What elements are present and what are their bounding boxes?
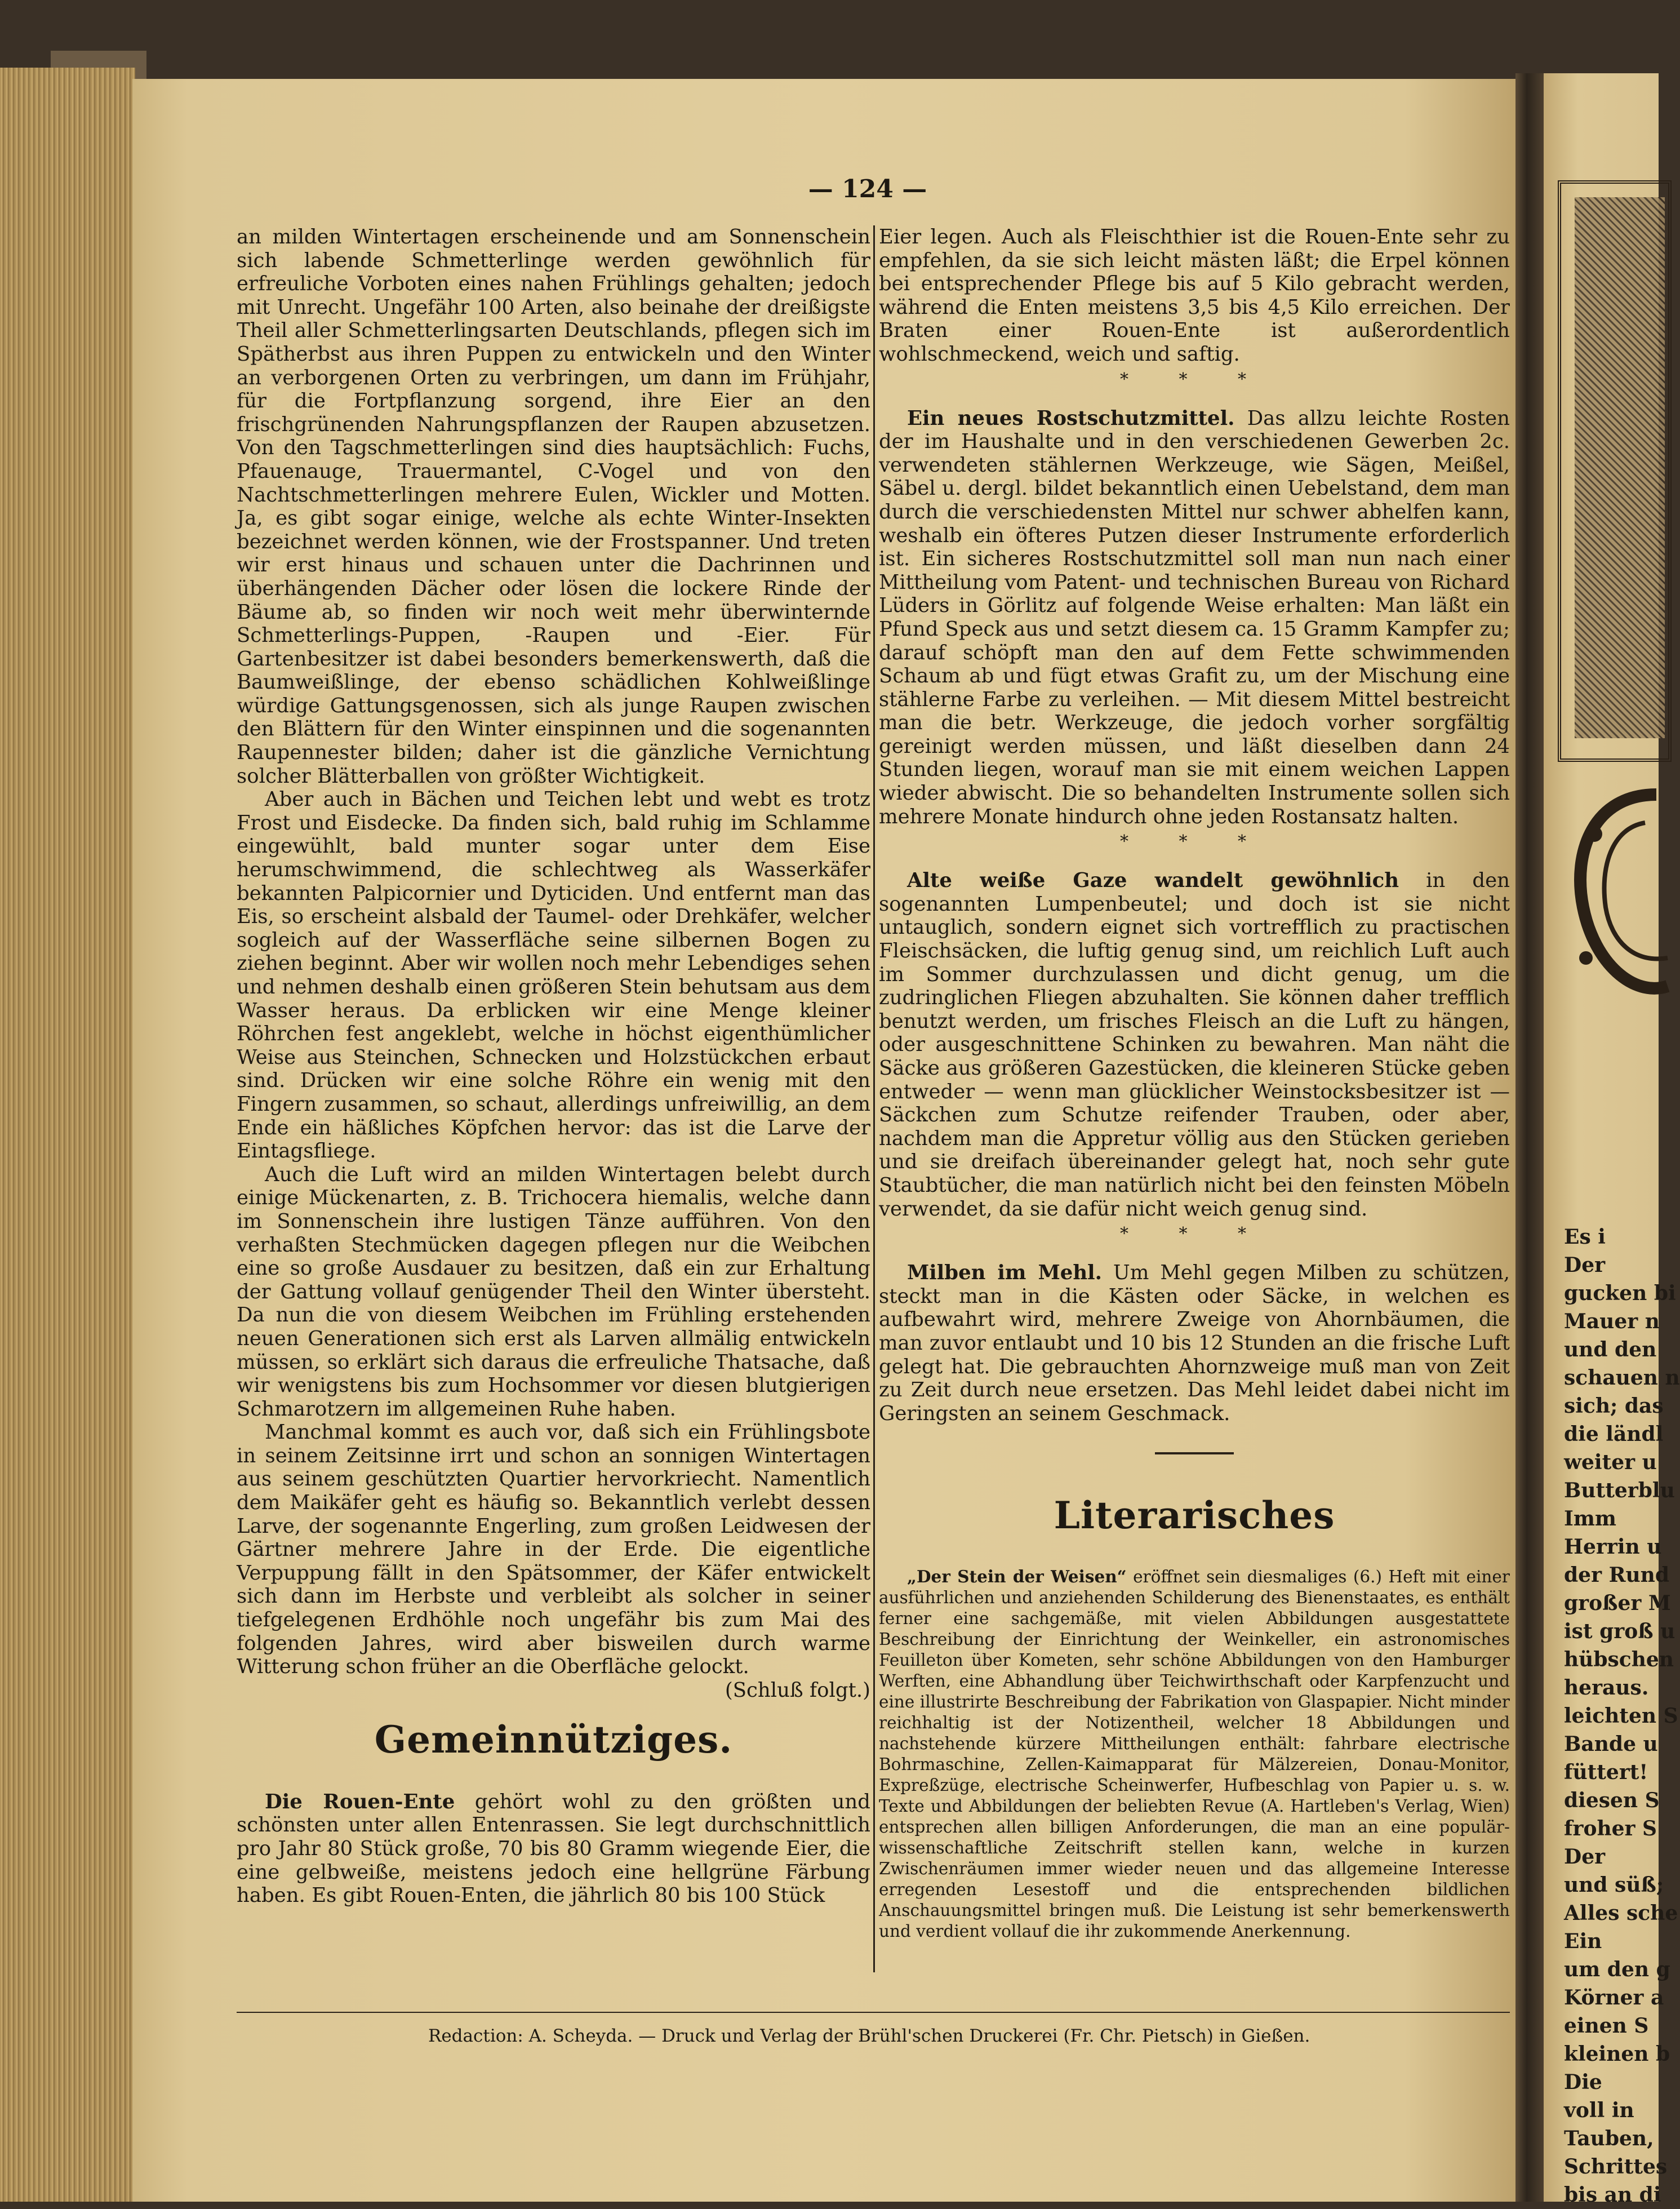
literature-heading: „Der Stein der Weisen“ <box>907 1567 1127 1587</box>
rouen-duck-continuation: Eier legen. Auch als Fleischthier ist die Rouen-Ente sehr zu empfehlen, da sie sich leicht mästen läßt; die Erpel können bei entsprechender Pflege bis auf 5 Kilo gebracht werden, während die Enten meistens 3,5 bis 4,5 Kilo erreichen. Der Braten einer Rouen-Ente ist außerordentlich wohlschmeckend, weich und saftig. <box>879 225 1510 366</box>
literature-paragraph <box>879 1566 1510 1942</box>
page-number: — 124 — <box>808 175 927 203</box>
section-title-gemeinnuetziges: Gemeinnütziges. <box>374 1717 733 1762</box>
gauze-heading: Alte weiße Gaze wandelt gewöhnlich <box>907 869 1399 893</box>
next-page-line: Der <box>1564 1253 1606 1277</box>
next-page-line: Die <box>1564 2070 1602 2094</box>
next-page-line: gucken bi <box>1564 1281 1676 1305</box>
next-page-line: heraus. <box>1564 1676 1649 1700</box>
butterfly-paragraph: an milden Wintertagen erscheinende und am Sonnenschein sich labende Schmetterlinge werden gewöhnlich für erfreuliche Vorboten eines nahen Frühlings gehalten; jedoch mit Unrecht. Ungefähr 100 Arten, also beinahe der dreißigste Theil aller Schmetterlingsarten Deutschlands, pflegen sich im Spätherbst aus ihren Puppen zu entwickeln und den Winter an verborgenen Orten zu verbringen, um dann im Frühjahr, für die Fortpflanzung sorgend, ihre Eier an den frischgrünenden Nahrungspflanzen der Raupen abzusetzen. Von den Tagschmetterlingen sind dies hauptsächlich: Fuchs, Pfauenauge, Trauermantel, C-Vogel und von den Nachtschmetterlingen mehrere Eulen, Wickler und Motten. Ja, es gibt sogar einige, welche als echte Winter-Insekten bezeichnet werden können, wie der Frostspanner. Und treten wir erst hinaus und schauen unter die Dachrinnen und überhängenden Dächer oder lösen die lockere Rinde der Bäume ab, so finden wir noch weit mehr überwinternde Schmetterlings-Puppen, -Raupen und -Eier. Für Gartenbesitzer ist dabei besonders bemerkenswerth, daß die Baumweißlinge, der ebenso schädlichen Kohlweißlinge würdige Gattungsgenossen, sich als junge Raupen zwischen den Blättern für den Winter einspinnen und die sogenannten Raupennester bilden; daher ist die gänzliche Vernichtung solcher Blätterballen von größter Wichtigkeit. <box>237 225 870 788</box>
engraving-illustration <box>1575 197 1665 738</box>
gauze-paragraph <box>879 869 1510 1221</box>
to-be-continued: (Schluß folgt.) <box>725 1678 870 1702</box>
water-insects-paragraph: Aber auch in Bächen und Teichen lebt und webt es trotz Frost und Eisdecke. Da finden sich, bald ruhig im Schlamme eingewühlt, bald munter sogar unter dem Eise herumschwimmend, die schlechtweg als Wasserkäfer bekannten Palpicornier und Dyticiden. Und entfernt man das Eis, so erscheint alsbald der Taumel- oder Drehkäfer, welcher sogleich auf der Wasserfläche seine silbernen Bogen zu ziehen beginnt. Aber wir wollen noch mehr Lebendiges sehen und nehmen deshalb einen größeren Stein behutsam aus dem Wasser heraus. Da erblicken wir eine Menge kleiner Röhrchen fest angeklebt, welche in höchst eigenthümlicher Weise aus Steinchen, Schnecken und Holzstückchen erbaut sind. Drücken wir eine solche Röhre ein wenig mit den Fingern zusammen, so schaut, allerdings unfreiwillig, an dem Ende ein häßliches Köpfchen hervor: das ist die Larve der Eintagsfliege. <box>237 788 870 1163</box>
next-page-line: froher S <box>1564 1817 1657 1840</box>
next-page-text-fragments <box>1564 1223 1680 2209</box>
rust-text: Das allzu leichte Rosten der im Haushalte und in den verschiedenen Gewerben 2c. verwendeten stählernen Werkzeuge, wie Sägen, Meißel, Säbel u. dergl. bildet bekanntlich einen Uebelstand, dem man durch die verschiedensten Mittel nur schwer abhelfen kann, weshalb ein öfteres Putzen dieser Instrumente erforderlich ist. Ein sicheres Rostschutzmittel soll man nun nach einer Mittheilung vom Patent- und technischen Bureau von Richard Lüders in Görlitz auf folgende Weise erhalten: Man läßt ein Pfund Speck aus und setzt diesem ca. 15 Gramm Kampfer zu; darauf schöpft man den auf dem Fette schwimmenden Schaum ab und fügt etwas Grafit zu, um der Mischung eine stählerne Farbe zu verleihen. — Mit diesem Mittel bestreicht man die betr. Werkzeuge, die jedoch vorher sorgfältig gereinigt werden müssen, und läßt dieselben dann 24 Stunden liegen, worauf man sie mit einem weichen Lappen wieder abwischt. Die so behandelten Instrumente sollen sich mehrere Monate hindurch ohne jeden Rostansatz halten. <box>879 406 1510 828</box>
next-page-line: die ländl <box>1564 1422 1664 1446</box>
next-page-line: Herrin u <box>1564 1535 1662 1559</box>
next-page-line: und süß; <box>1564 1873 1664 1897</box>
next-page-line: ist groß u <box>1564 1620 1675 1643</box>
imprint-footer: Redaction: A. Scheyda. — Druck und Verlag der Brühl'schen Druckerei (Fr. Chr. Pietsch) in Gießen. <box>428 2026 1310 2046</box>
footer-rule <box>237 2012 1510 2013</box>
next-page-line: Es i <box>1564 1225 1606 1249</box>
next-page-line: um den g <box>1564 1958 1670 1981</box>
next-page-line: und den <box>1564 1338 1657 1361</box>
next-page-line: der Rund <box>1564 1563 1670 1587</box>
next-page-line: füttert! <box>1564 1760 1648 1784</box>
column-divider <box>873 225 875 1972</box>
next-page-line: bis an di <box>1564 2183 1661 2207</box>
rust-paragraph <box>879 407 1510 829</box>
right-column <box>879 225 1510 1942</box>
rouen-duck-heading: Die Rouen-Ente <box>265 1790 455 1813</box>
rust-heading: Ein neues Rostschutzmittel. <box>907 406 1235 430</box>
left-column <box>237 225 870 1908</box>
next-page-fragment <box>1544 73 1680 2207</box>
next-page-line: schauen n <box>1564 1366 1680 1390</box>
ornamental-initial <box>1561 772 1673 1031</box>
next-page-line: Butterblu <box>1564 1479 1675 1502</box>
section-title-literarisches: Literarisches <box>1054 1493 1335 1538</box>
next-page-line: Körner a <box>1564 1986 1664 2010</box>
rouen-duck-text: gehört wohl zu den größten und schönsten unter allen Entenrassen. Sie legt durchschnittlich pro Jahr 80 Stück große, 70 bis 80 Gramm wiegende Eier, die eine gelbweiße, meistens jedoch eine hellgrüne Färbung haben. Es gibt Rouen-Enten, die jährlich 80 bis 100 Stück <box>237 1790 870 1908</box>
section-rule <box>1155 1452 1234 1454</box>
next-page-line: diesen S <box>1564 1789 1660 1812</box>
next-page-line: weiter u <box>1564 1451 1657 1474</box>
next-page-line: voll in <box>1564 2099 1634 2122</box>
book-page-edges <box>0 68 135 2202</box>
mites-text: Um Mehl gegen Milben zu schützen, steckt man in die Kästen oder Säcke, in welchen es aufbewahrt wird, mehrere Zweige von Ahornbäumen, die man zuvor entlaubt und 10 bis 12 Stunden an die frische Luft gelegt hat. Die gebrauchten Ahornzweige muß man von Zeit zu Zeit durch neue ersetzen. Das Mehl leidet dabei nicht im Geringsten an seinem Geschmack. <box>879 1261 1510 1425</box>
literature-text: eröffnet sein diesmaliges (6.) Heft mit einer ausführlichen und anziehenden Schilderung des Bienenstaates, es enthält ferner eine sachgemäße, mit vielen Abbildungen ausgestattete Beschreibung der Einrichtung der Weinkeller, ein astronomisches Feuilleton über Kometen, sehr schöne Abbildungen von den Hamburger Werften, eine Abhandlung über Teichwirthschaft oder Karpfenzucht und eine illustrirte Beschreibung der Fabrikation von Glaspapier. Nicht minder reichhaltig ist der Notizentheil, welcher 18 Abbildungen und nachstehende kürzere Mittheilungen enthält: fahrbare electrische Bohrmaschine, Zellen-Kaimapparat für Mälzereien, Donau-Monitor, Expreßzüge, electrische Scheinwerfer, Hufbeschlag von Papier u. s. w. Texte und Abbildungen der beliebten Revue (A. Hartleben's Verlag, Wien) entsprechen allen billigen Anforderungen, die man an eine populär-wissenschaftliche Zeitschrift stellen kann, welche in kurzen Zwischenräumen immer wieder neuen und das allgemeine Interesse erregenden Lesestoff und die entsprechenden bildlichen Anschauungsmittel bringen muß. Die Leistung ist sehr bemerkenswerth und verdient vollauf die ihr zukommende Anerkennung. <box>879 1567 1510 1941</box>
mosquito-paragraph: Auch die Luft wird an milden Wintertagen belebt durch einige Mückenarten, z. B. Trichocera hiemalis, welche dann im Sonnenschein ihre lustigen Tänze aufführen. Von den verhaßten Stechmücken dagegen pflegen nur die Weibchen eine so große Ausdauer zu besitzen, daß ein zur Erhaltung der Gattung vollauf genügender Theil den Winter übersteht. Da nun die von diesem Weibchen im Frühling erstehenden neuen Generationen sich erst als Larven allmälig entwickeln müssen, so erklärt sich daraus die erfreuliche Thatsache, daß wir wenigstens bis zum Hochsommer vor diesen blutgierigen Schmarotzern im allgemeinen Ruhe haben. <box>237 1163 870 1421</box>
mites-paragraph <box>879 1261 1510 1425</box>
next-page-line: Ein <box>1564 1929 1602 1953</box>
next-page-line: Mauer n <box>1564 1310 1660 1333</box>
separator-stars: * * * <box>1119 1224 1269 1244</box>
next-page-line: Alles sche <box>1564 1901 1678 1925</box>
book-gutter <box>1515 73 1544 2202</box>
next-page-line: Schrittes <box>1564 2155 1668 2179</box>
separator-stars: * * * <box>1119 832 1269 852</box>
next-page-line: Imm <box>1564 1507 1617 1531</box>
next-page-line: leichten S <box>1564 1704 1678 1728</box>
next-page-line: einen S <box>1564 2014 1649 2038</box>
maybug-text: Manchmal kommt es auch vor, daß sich ein Frühlingsbote in seinem Zeitsinne irrt und schon an sonnigen Wintertagen aus seinem geschützten Quartier hervorkriecht. Namentlich dem Maikäfer geht es häufig so. Bekanntlich verlebt dessen Larve, der sogenannte Engerling, zum großen Leidwesen der Gärtner mehrere Jahre in der Erde. Die eigentliche Verpuppung fällt in den Spätsommer, der Käfer entwickelt sich dann im Herbste und verbleibt als solcher in seiner tiefgelegenen Erdhöhle noch ungefähr bis zum Mai des folgenden Jahres, wird aber bisweilen durch warme Witterung schon früher an die Oberfläche gelockt. <box>237 1421 870 1679</box>
next-page-line: sich; das <box>1564 1394 1664 1418</box>
maybug-paragraph <box>237 1421 870 1702</box>
next-page-line: kleinen b <box>1564 2042 1670 2066</box>
next-page-line: hübschen <box>1564 1648 1674 1671</box>
next-page-line: Tauben, <box>1564 2127 1654 2150</box>
next-page-line: großer M <box>1564 1591 1671 1615</box>
next-page-line: Der <box>1564 1845 1606 1869</box>
rouen-duck-paragraph <box>237 1790 870 1908</box>
gauze-text: in den sogenannten Lumpenbeutel; und doch ist sie nicht untauglich, sondern eignet sich vortrefflich zu practischen Fleischsäcken, die luftig genug sind, um reichlich Luft auch im Sommer durchzulassen und dicht genug, um die zudringlichen Fliegen abzuhalten. Sie können daher trefflich benutzt werden, um frisches Fleisch an die Luft zu hängen, oder ausgeschnittene Schinken zu bewahren. Man näht die Säcke aus größeren Gazestücken, die kleineren Stücke geben entweder — wenn man glücklicher Weinstocksbesitzer ist — Säckchen zum Schutze reifender Trauben, oder aber, nachdem man die Appretur völlig aus den Stücken gerieben und sie dreifach übereinander gelegt hat, noch sehr gute Staubtücher, die man natürlich nicht bei den feinsten Möbeln verwendet, da sie dafür nicht weich genug sind. <box>879 869 1510 1221</box>
next-page-line: Bande u <box>1564 1732 1658 1756</box>
separator-stars: * * * <box>1119 369 1269 389</box>
mites-heading: Milben im Mehl. <box>907 1261 1102 1285</box>
